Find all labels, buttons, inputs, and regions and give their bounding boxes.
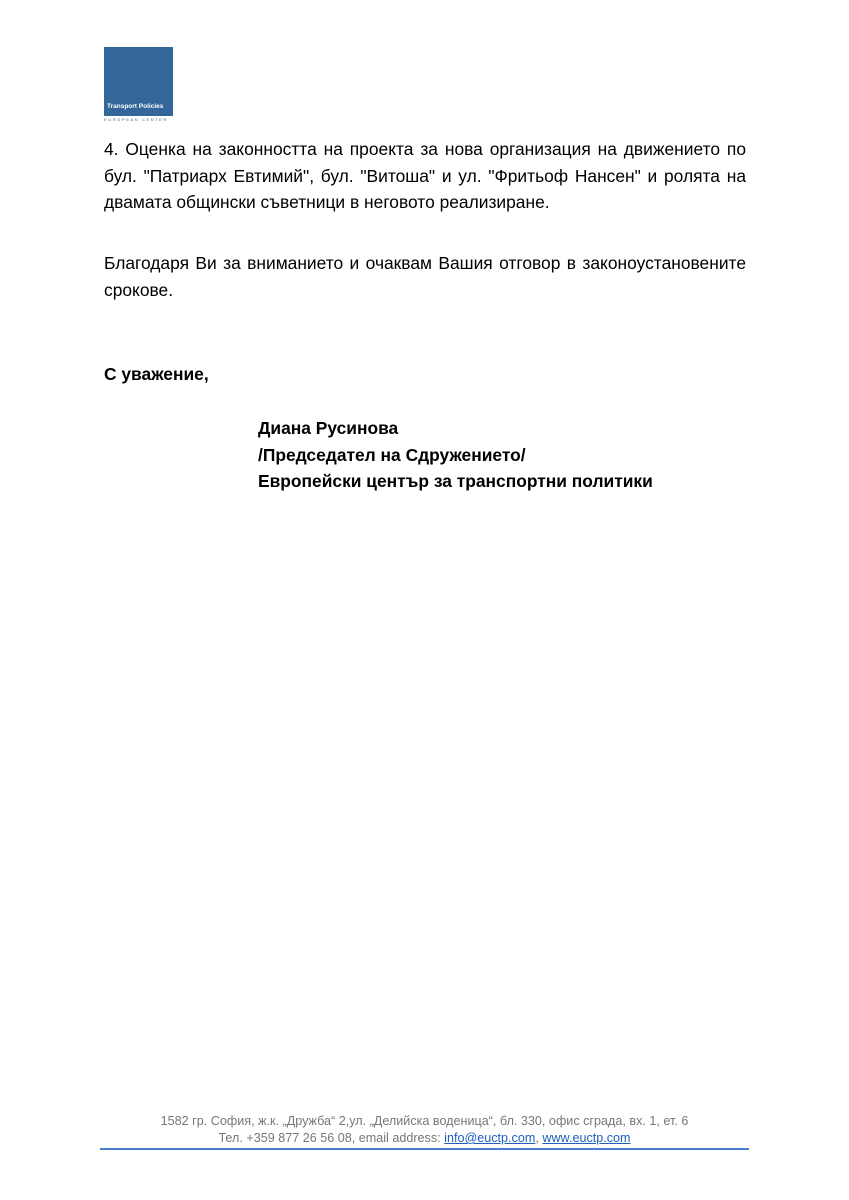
closing-salutation: С уважение, — [104, 364, 209, 384]
signature-block — [258, 415, 653, 495]
footer-phone: Тел. +359 877 26 56 08, email address: — [218, 1131, 445, 1145]
signature-organization: Европейски център за транспортни политики — [258, 471, 653, 491]
footer-email-link[interactable]: info@euctp.com — [444, 1131, 536, 1145]
signature-name: Диана Русинова — [258, 418, 399, 438]
logo-title: Transport Policies — [107, 103, 164, 110]
footer-separator: , — [535, 1131, 543, 1145]
footer-website-link[interactable]: www.euctp.com — [542, 1131, 631, 1145]
footer-address: 1582 гр. София, ж.к. „Дружба“ 2,ул. „Делийска воденица“, бл. 330, офис сграда, вх. 1, ет. 6 — [160, 1114, 689, 1128]
footer-contacts — [100, 1131, 749, 1145]
paragraph-item-4: 4. Оценка на законността на проекта за нова организация на движението по бул. "Патриарх Евтимий", бул. "Витоша" и ул. "Фритьоф Нансен" и ролята на двамата общински съветници в неговото реализиране. — [104, 139, 746, 212]
logo — [104, 47, 173, 116]
paragraph-thanks: Благодаря Ви за вниманието и очаквам Вашия отговор в законоустановените срокове. — [104, 253, 746, 300]
signature-position: /Председател на Сдружението/ — [258, 444, 526, 465]
logo-subtitle: EUROPEAN CENTER — [104, 117, 169, 122]
footer-divider — [100, 1148, 749, 1150]
